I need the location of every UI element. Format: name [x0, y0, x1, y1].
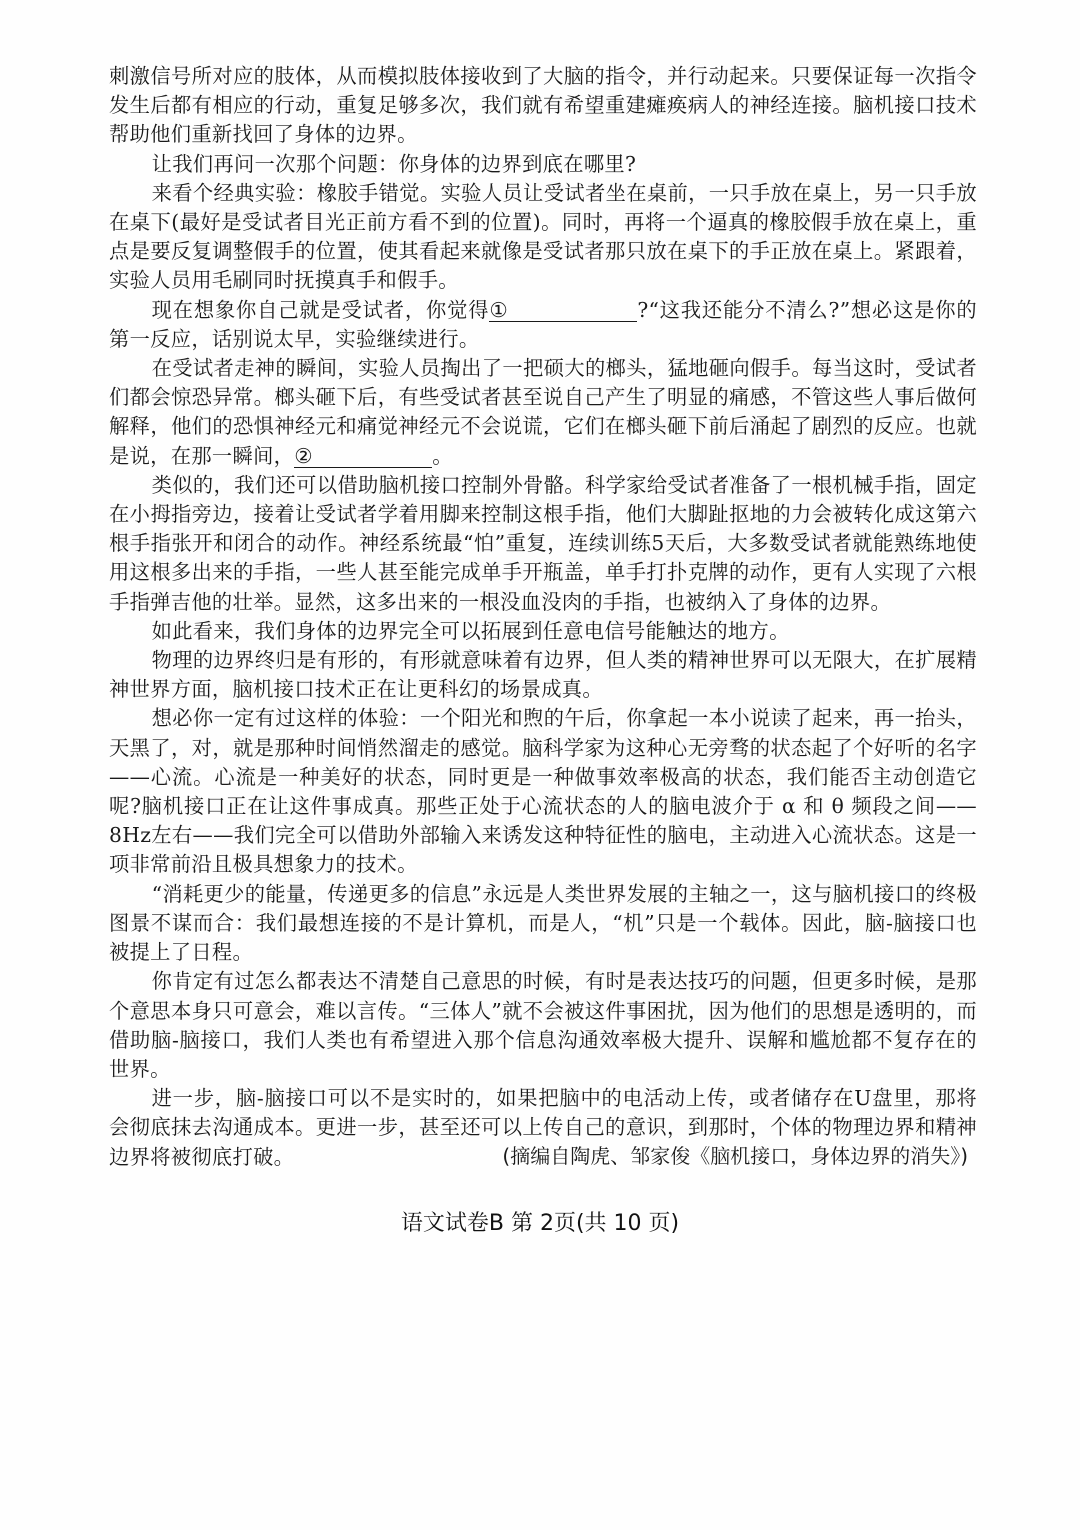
paragraph-text: 。	[432, 443, 453, 468]
page-footer: 语文试卷B 第 2页(共 10 页)	[400, 1211, 680, 1236]
source-citation: (摘编自陶虎、邹家俊《脑机接口，身体边界的消失》)	[502, 1144, 968, 1168]
paragraph-with-blank-1	[109, 296, 977, 354]
paragraph: 让我们再问一次那个问题：你身体的边界到底在哪里?	[151, 151, 637, 176]
paragraph-text: 现在想象你自己就是受试者，你觉得	[151, 297, 490, 322]
fill-in-blank-1: ①	[489, 299, 637, 322]
paragraph: 来看个经典实验：橡胶手错觉。实验人员让受试者坐在桌前，一只手放在桌上，另一只手放在桌下(最好是受试者目光正前方看不到的位置)。同时，再将一个逼真的橡胶假手放在桌上，重点是要反复调整假手的位置，使其看起来就像是受试者那只放在桌下的手正放在桌上。紧跟着，实验人员用毛刷同时抚摸真手和假手。	[109, 180, 977, 293]
paragraph: 物理的边界终归是有形的，有形就意味着有边界，但人类的精神世界可以无限大，在扩展精神世界方面，脑机接口技术正在让更科幻的场景成真。	[109, 648, 977, 702]
paragraph: 刺激信号所对应的肢体，从而模拟肢体接收到了大脑的指令，并行动起来。只要保证每一次指令发生后都有相应的行动，重复足够多次，我们就有希望重建瘫痪病人的神经连接。脑机接口技术帮助他们重新找回了身体的边界。	[109, 64, 977, 147]
paragraph: 类似的，我们还可以借助脑机接口控制外骨骼。科学家给受试者准备了一根机械手指，固定在小拇指旁边，接着让受试者学着用脚来控制这根手指，他们大脚趾抠地的力会被转化成这第六根手指张开和闭合的动作。神经系统最“怕”重复，连续训练5天后，大多数受试者就能熟练地使用这根多出来的手指，一些人甚至能完成单手开瓶盖，单手打扑克牌的动作，更有人实现了六根手指弹吉他的壮举。显然，这多出来的一根没血没肉的手指，也被纳入了身体的边界。	[109, 472, 977, 614]
paragraph: 如此看来，我们身体的边界完全可以拓展到任意电信号能触达的地方。	[151, 618, 790, 643]
paragraph-with-blank-2	[109, 354, 977, 471]
paragraph: “消耗更少的能量，传递更多的信息”永远是人类世界发展的主轴之一，这与脑机接口的终极图景不谋而合：我们最想连接的不是计算机，而是人，“机”只是一个载体。因此，脑-脑接口也被提上了日程。	[109, 881, 977, 965]
fill-in-blank-2: ②	[294, 445, 432, 468]
paragraph: 想必你一定有过这样的体验：一个阳光和煦的午后，你拿起一本小说读了起来，再一抬头，天黑了，对，就是那种时间悄然溜走的感觉。脑科学家为这种心无旁骛的状态起了个好听的名字——心流。心流是一种美好的状态，同时更是一种做事效率极高的状态，我们能否主动创造它呢?脑机接口正在让这件事成真。那些正处于心流状态的人的脑电波介于 α 和 θ 频段之间——8Hz左右——我们完全可以借助外部输入来诱发这种特征性的脑电，主动进入心流状态。这是一项非常前沿且极具想象力的技术。	[109, 706, 977, 877]
article-body	[109, 62, 977, 1172]
paragraph: 你肯定有过怎么都表达不清楚自己意思的时候，有时是表达技巧的问题，但更多时候，是那个意思本身只可意会，难以言传。“三体人”就不会被这件事困扰，因为他们的思想是透明的，而借助脑-脑接口，我们人类也有希望进入那个信息沟通效率极大提升、误解和尴尬都不复存在的世界。	[109, 969, 977, 1081]
paragraph-text: ?“这我还能分不清么?”想必这是你的第一反应，话别说太早，实验继续进行。	[109, 297, 977, 351]
paragraph: 进一步，脑-脑接口可以不是实时的，如果把脑中的电活动上传，或者储存在U盘里，那将会彻底抹去沟通成本。更进一步，甚至还可以上传自己的意识，到那时，个体的物理边界和精神边界将被彻底打破。	[109, 1086, 977, 1169]
paragraph-text: 在受试者走神的瞬间，实验人员掏出了一把硕大的榔头，猛地砸向假手。每当这时，受试者们都会惊恐异常。榔头砸下后，有些受试者甚至说自己产生了明显的痛感，不管这些人事后做何解释，他们的恐惧神经元和痛觉神经元不会说谎，它们在榔头砸下前后涌起了剧烈的反应。也就是说，在那一瞬间，	[109, 356, 977, 468]
